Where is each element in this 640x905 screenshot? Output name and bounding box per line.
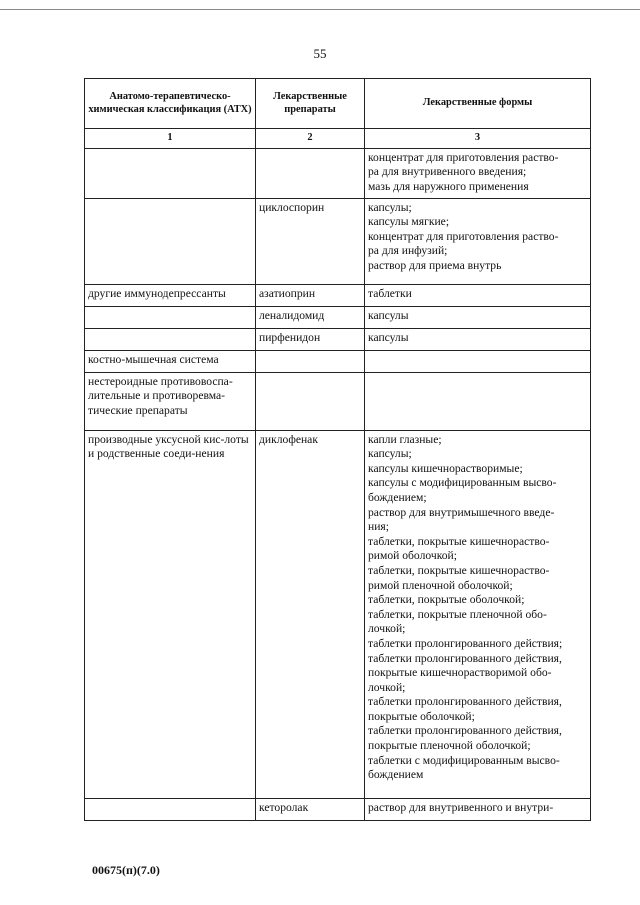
form-line: таблетки: [368, 286, 412, 300]
cell-forms: [365, 328, 591, 350]
form-line: таблетки пролонгированного действия,: [368, 695, 562, 709]
form-line: капсулы мягкие;: [368, 215, 450, 229]
form-line: таблетки с модифицированным высво-: [368, 753, 560, 767]
header-drugs: Лекарственные препараты: [256, 79, 365, 129]
cell-atx: [85, 306, 256, 328]
form-line: раствор для внутримышечного введе-: [368, 505, 555, 519]
form-line: римой пленочной оболочкой;: [368, 578, 513, 592]
form-line: таблетки пролонгированного действия,: [368, 724, 562, 738]
form-line: капли глазные;: [368, 432, 442, 446]
table-row: [85, 350, 591, 372]
form-line: раствор для приема внутрь: [368, 258, 502, 272]
column-number-3: 3: [365, 129, 591, 149]
form-line: бождением;: [368, 490, 427, 504]
cell-atx: [85, 148, 256, 198]
form-line: лочкой;: [368, 680, 406, 694]
table-row: [85, 430, 591, 798]
cell-forms: [365, 350, 591, 372]
table-row: [85, 372, 591, 430]
table-row: [85, 306, 591, 328]
form-line: ра для инфузий;: [368, 244, 448, 258]
form-line: таблетки, покрытые оболочкой;: [368, 593, 525, 607]
form-line: капсулы: [368, 308, 409, 322]
cell-drug: леналидомид: [256, 306, 365, 328]
table-row: [85, 284, 591, 306]
cell-atx: [85, 198, 256, 284]
cell-forms: [365, 798, 591, 820]
form-line: таблетки, покрытые кишечнораство-: [368, 563, 550, 577]
column-number-2: 2: [256, 129, 365, 149]
form-line: капсулы;: [368, 447, 412, 461]
cell-drug: циклоспорин: [256, 198, 365, 284]
cell-forms: [365, 430, 591, 798]
cell-drug: кеторолак: [256, 798, 365, 820]
cell-drug: [256, 148, 365, 198]
cell-forms: [365, 198, 591, 284]
form-line: мазь для наружного применения: [368, 179, 529, 193]
table-row: [85, 328, 591, 350]
form-line: таблетки, покрытые пленочной обо-: [368, 607, 547, 621]
form-line: концентрат для приготовления раство-: [368, 229, 559, 243]
form-line: концентрат для приготовления раство-: [368, 150, 559, 164]
form-line: покрытые оболочкой;: [368, 709, 475, 723]
cell-drug: диклофенак: [256, 430, 365, 798]
form-line: ния;: [368, 520, 389, 534]
table-body: [85, 148, 591, 820]
column-number-row: [85, 129, 591, 149]
form-line: капсулы кишечнорастворимые;: [368, 461, 523, 475]
form-line: капсулы: [368, 330, 409, 344]
cell-forms: [365, 306, 591, 328]
drug-table: [84, 78, 591, 821]
cell-atx: костно-мышечная система: [85, 350, 256, 372]
cell-drug: азатиоприн: [256, 284, 365, 306]
form-line: лочкой;: [368, 622, 406, 636]
cell-forms: [365, 284, 591, 306]
footer-document-code: 00675(п)(7.0): [92, 863, 160, 877]
cell-forms: [365, 372, 591, 430]
form-line: покрытые пленочной оболочкой;: [368, 739, 531, 753]
cell-drug: пирфенидон: [256, 328, 365, 350]
cell-atx: другие иммунодепрессанты: [85, 284, 256, 306]
form-line: таблетки, покрытые кишечнораство-: [368, 534, 550, 548]
column-number-1: 1: [85, 129, 256, 149]
cell-atx: производные уксусной кис-лоты и родственные соеди-нения: [85, 430, 256, 798]
cell-drug: [256, 372, 365, 430]
header-forms: Лекарственные формы: [365, 79, 591, 129]
table-row: [85, 198, 591, 284]
cell-atx: нестероидные противовоспа-лительные и противоревма-тические препараты: [85, 372, 256, 430]
page-number: 55: [313, 46, 327, 61]
form-line: капсулы с модифицированным высво-: [368, 476, 557, 490]
form-line: капсулы;: [368, 200, 412, 214]
form-line: бождением: [368, 768, 424, 782]
top-rule: [0, 9, 640, 10]
form-line: раствор для внутривенного и внутри-: [368, 800, 554, 814]
form-line: римой оболочкой;: [368, 549, 457, 563]
form-line: ра для внутривенного введения;: [368, 165, 527, 179]
form-line: таблетки пролонгированного действия;: [368, 636, 563, 650]
cell-drug: [256, 350, 365, 372]
form-line: таблетки пролонгированного действия,: [368, 651, 562, 665]
form-line: покрытые кишечнорастворимой обо-: [368, 666, 552, 680]
header-atx: Анатомо-терапевтическо-химическая классификация (АТХ): [85, 79, 256, 129]
cell-atx: [85, 328, 256, 350]
table-row: [85, 798, 591, 820]
table-header-row: [85, 79, 591, 129]
cell-forms: [365, 148, 591, 198]
table-row: [85, 148, 591, 198]
cell-atx: [85, 798, 256, 820]
